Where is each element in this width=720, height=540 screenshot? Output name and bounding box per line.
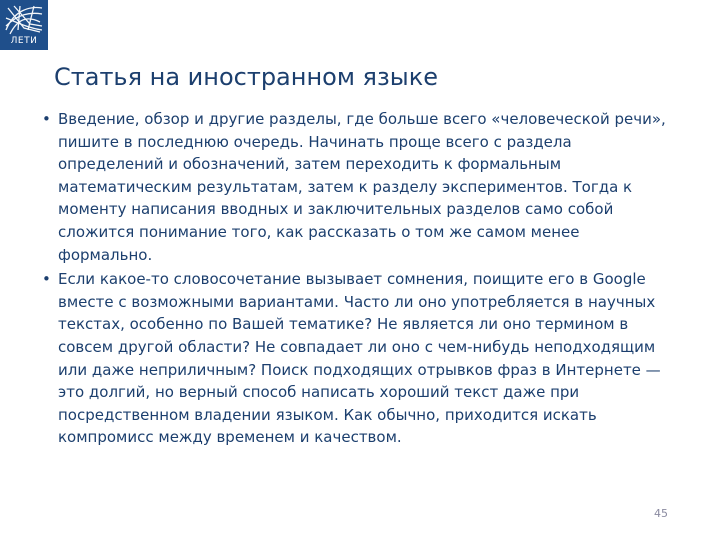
logo-text: ЛЕТИ <box>10 36 38 46</box>
bullet-item <box>38 108 678 266</box>
bullet-item <box>38 268 678 449</box>
slide-title: Статья на иностранном языке <box>54 63 438 91</box>
bullet-text: Если какое-то словосочетание вызывает сомнения, поищите его в Google вместе с возможными вариантами. Часто ли оно употребляется в научных текстах, особенно по Вашей тематике? Не является ли оно термином в совсем другой области? Не совпадает ли оно с чем-нибудь неподходящим или даже неприличным? Поиск подходящих отрывков фраз в Интернете — это долгий, но верный способ написать хороший текст даже при посредственном владении языком. Как обычно, приходится искать компромисс между временем и качеством. <box>58 270 661 447</box>
university-logo <box>0 0 48 50</box>
bullet-marker: • <box>42 270 51 289</box>
page-number: 45 <box>654 507 668 520</box>
bullet-marker: • <box>42 110 51 128</box>
bullet-list <box>38 108 678 451</box>
bullet-text: Введение, обзор и другие разделы, где больше всего «человеческой речи», пишите в последнюю очередь. Начинать проще всего с раздела определений и обозначений, затем переходить к формальным математическим результатам, затем к разделу экспериментов. Тогда к моменту написания вводных и заключительных разделов само собой сложится понимание того, как рассказать о том же самом менее формально. <box>58 110 666 264</box>
